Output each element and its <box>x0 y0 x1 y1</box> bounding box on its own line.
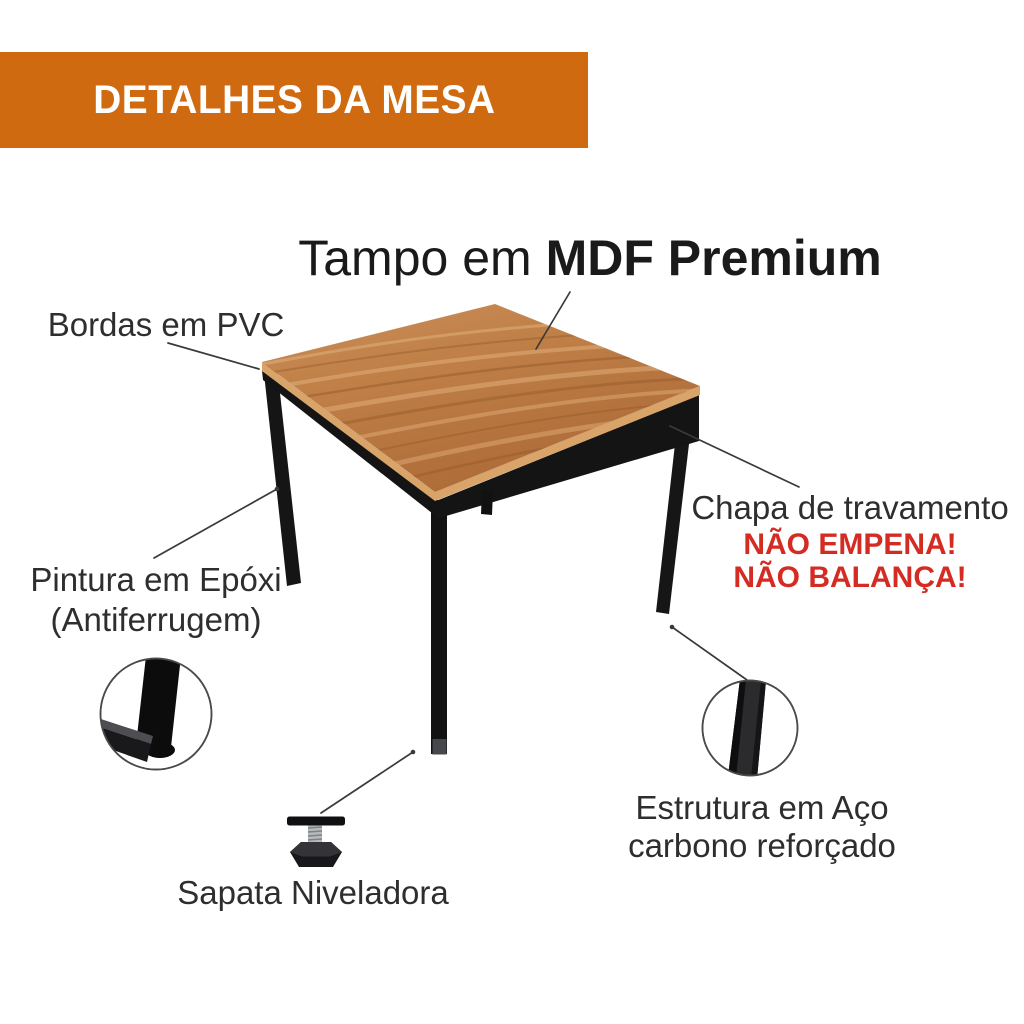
bracing-plate-tab <box>481 490 493 515</box>
leader-dot-pintura <box>275 487 280 492</box>
leader-line-sapata <box>321 752 413 813</box>
leader-dot-sapata <box>411 750 416 755</box>
leader-line-chapa <box>670 426 799 487</box>
label-estrutura-line1: Estrutura em Aço <box>635 789 889 826</box>
label-pintura-line1: Pintura em Epóxi <box>30 561 282 598</box>
label-bordas: Bordas em PVC <box>47 306 285 343</box>
table-leg-front-foot <box>433 739 447 755</box>
detail-circle-left <box>96 656 212 770</box>
label-pintura-line2: (Antiferrugem) <box>50 601 262 638</box>
leader-line-estrutura <box>672 627 747 680</box>
label-chapa-warning-2: NÃO BALANÇA! <box>733 561 967 594</box>
leveling-foot-graphic <box>287 817 345 868</box>
table-leg-front <box>431 500 447 754</box>
label-pintura <box>30 560 281 640</box>
label-estrutura <box>628 789 896 865</box>
leader-dot-estrutura <box>670 625 675 630</box>
label-chapa-text: Chapa de travamento <box>691 489 1009 526</box>
leader-line-bordas <box>168 343 259 369</box>
title-prefix: Tampo em <box>298 230 546 286</box>
banner-title: DETALHES DA MESA <box>92 77 496 122</box>
leader-line-pintura <box>154 489 277 558</box>
label-sapata: Sapata Niveladora <box>177 874 449 911</box>
label-chapa <box>691 488 1008 594</box>
detail-circle-right <box>703 679 798 779</box>
label-chapa-warning-1: NÃO EMPENA! <box>743 528 957 561</box>
title-emphasis: MDF Premium <box>545 230 882 286</box>
label-estrutura-line2: carbono reforçado <box>628 827 896 864</box>
